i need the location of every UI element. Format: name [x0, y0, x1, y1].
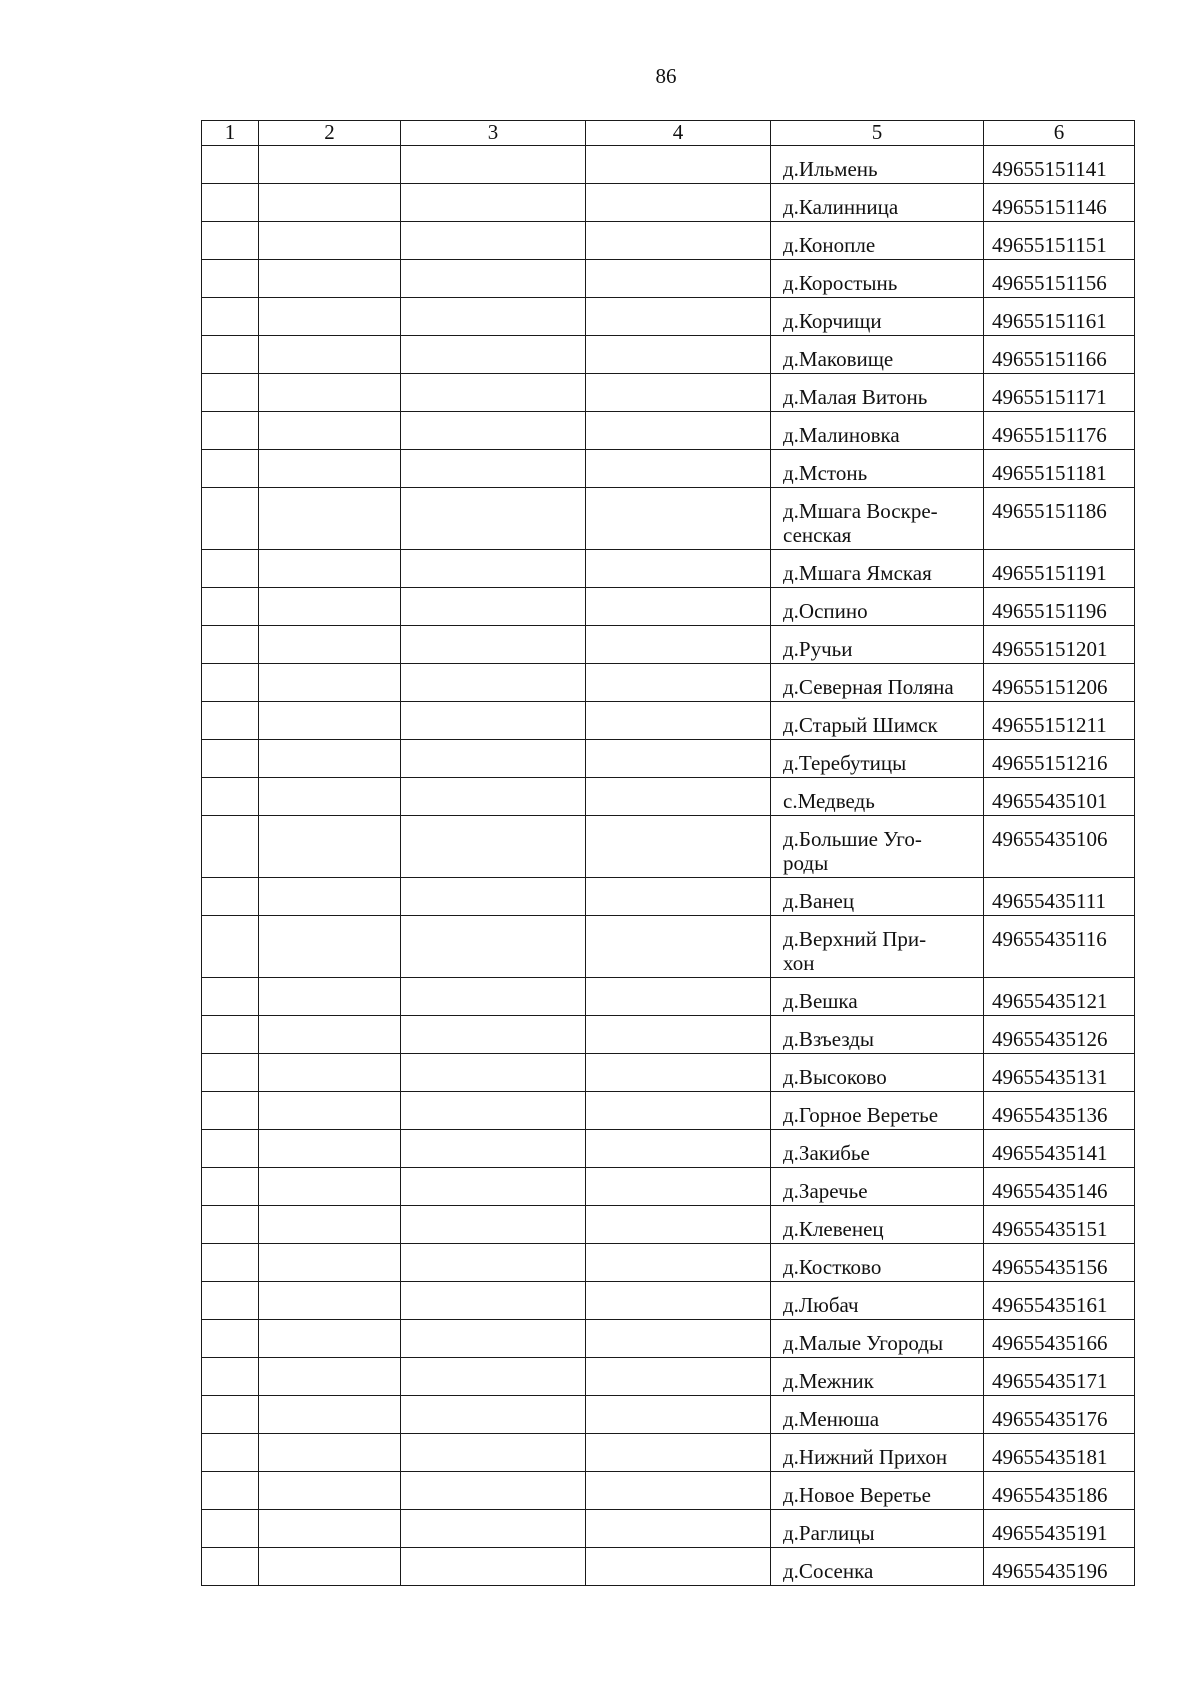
empty-cell	[202, 260, 259, 298]
empty-cell	[586, 702, 771, 740]
oktmo-code: 49655435186	[984, 1472, 1135, 1510]
empty-cell	[401, 1168, 586, 1206]
settlement-name: д.Малиновка	[771, 412, 984, 450]
header-row	[202, 121, 1135, 146]
empty-cell	[202, 1396, 259, 1434]
empty-cell	[202, 1320, 259, 1358]
empty-cell	[259, 740, 401, 778]
empty-cell	[586, 1206, 771, 1244]
oktmo-code: 49655435116	[984, 916, 1135, 978]
table-row	[202, 1244, 1135, 1282]
empty-cell	[401, 702, 586, 740]
settlement-name: д.Ванец	[771, 878, 984, 916]
oktmo-code: 49655151196	[984, 588, 1135, 626]
oktmo-code: 49655151171	[984, 374, 1135, 412]
table-row	[202, 740, 1135, 778]
settlement-name: д.Межник	[771, 1358, 984, 1396]
empty-cell	[259, 1548, 401, 1586]
empty-cell	[202, 626, 259, 664]
empty-cell	[401, 978, 586, 1016]
empty-cell	[401, 1396, 586, 1434]
empty-cell	[259, 1282, 401, 1320]
settlement-name: д.Вешка	[771, 978, 984, 1016]
table-row	[202, 1320, 1135, 1358]
oktmo-code: 49655435156	[984, 1244, 1135, 1282]
table-row	[202, 550, 1135, 588]
empty-cell	[401, 184, 586, 222]
table-row	[202, 146, 1135, 184]
empty-cell	[586, 1548, 771, 1586]
settlement-name: д.Оспино	[771, 588, 984, 626]
empty-cell	[259, 550, 401, 588]
oktmo-code: 49655151211	[984, 702, 1135, 740]
empty-cell	[586, 978, 771, 1016]
table-row	[202, 1130, 1135, 1168]
header-cell: 3	[401, 121, 586, 146]
empty-cell	[202, 778, 259, 816]
header-cell: 2	[259, 121, 401, 146]
oktmo-code: 49655435161	[984, 1282, 1135, 1320]
empty-cell	[202, 1434, 259, 1472]
empty-cell	[586, 1396, 771, 1434]
empty-cell	[259, 1016, 401, 1054]
empty-cell	[259, 1206, 401, 1244]
empty-cell	[259, 1130, 401, 1168]
empty-cell	[586, 1092, 771, 1130]
header-cell: 5	[771, 121, 984, 146]
empty-cell	[259, 1434, 401, 1472]
empty-cell	[586, 450, 771, 488]
oktmo-code: 49655151166	[984, 336, 1135, 374]
settlement-name: д.Мшага Ямская	[771, 550, 984, 588]
empty-cell	[586, 878, 771, 916]
empty-cell	[401, 1548, 586, 1586]
settlement-name: д.Сосенка	[771, 1548, 984, 1586]
oktmo-code: 49655151206	[984, 664, 1135, 702]
empty-cell	[586, 1130, 771, 1168]
header-cell: 6	[984, 121, 1135, 146]
oktmo-code: 49655151176	[984, 412, 1135, 450]
empty-cell	[202, 702, 259, 740]
empty-cell	[401, 336, 586, 374]
empty-cell	[202, 550, 259, 588]
empty-cell	[202, 878, 259, 916]
oktmo-code: 49655151141	[984, 146, 1135, 184]
empty-cell	[202, 664, 259, 702]
settlement-name: д.Северная Поляна	[771, 664, 984, 702]
settlement-name: д.Горное Веретье	[771, 1092, 984, 1130]
empty-cell	[401, 374, 586, 412]
table-row	[202, 184, 1135, 222]
empty-cell	[401, 740, 586, 778]
oktmo-code: 49655151186	[984, 488, 1135, 550]
settlement-name: с.Медведь	[771, 778, 984, 816]
table-row	[202, 260, 1135, 298]
oktmo-code: 49655151201	[984, 626, 1135, 664]
empty-cell	[586, 260, 771, 298]
empty-cell	[401, 1320, 586, 1358]
oktmo-code: 49655435166	[984, 1320, 1135, 1358]
table-row	[202, 778, 1135, 816]
empty-cell	[259, 1320, 401, 1358]
oktmo-code: 49655435141	[984, 1130, 1135, 1168]
settlement-name: д.Новое Веретье	[771, 1472, 984, 1510]
table-row	[202, 878, 1135, 916]
empty-cell	[401, 260, 586, 298]
empty-cell	[202, 978, 259, 1016]
empty-cell	[259, 878, 401, 916]
settlement-name: д.Корчищи	[771, 298, 984, 336]
settlement-name: д.Ручьи	[771, 626, 984, 664]
table-row	[202, 222, 1135, 260]
empty-cell	[401, 664, 586, 702]
empty-cell	[259, 1092, 401, 1130]
empty-cell	[401, 1054, 586, 1092]
oktmo-code: 49655435131	[984, 1054, 1135, 1092]
oktmo-code: 49655435196	[984, 1548, 1135, 1586]
empty-cell	[202, 1282, 259, 1320]
oktmo-code: 49655435106	[984, 816, 1135, 878]
oktmo-code: 49655435136	[984, 1092, 1135, 1130]
table-row	[202, 916, 1135, 978]
empty-cell	[586, 664, 771, 702]
settlement-name: д.Теребутицы	[771, 740, 984, 778]
settlement-name: д.Мстонь	[771, 450, 984, 488]
settlement-name: д.Взъезды	[771, 1016, 984, 1054]
table-row	[202, 412, 1135, 450]
oktmo-code: 49655151146	[984, 184, 1135, 222]
oktmo-code: 49655435111	[984, 878, 1135, 916]
empty-cell	[586, 588, 771, 626]
empty-cell	[586, 1434, 771, 1472]
empty-cell	[401, 1244, 586, 1282]
settlement-name: д.Конопле	[771, 222, 984, 260]
empty-cell	[401, 626, 586, 664]
empty-cell	[586, 740, 771, 778]
empty-cell	[586, 1358, 771, 1396]
table-row	[202, 1548, 1135, 1586]
oktmo-code: 49655435176	[984, 1396, 1135, 1434]
empty-cell	[202, 146, 259, 184]
settlement-name: д.Старый Шимск	[771, 702, 984, 740]
empty-cell	[401, 146, 586, 184]
empty-cell	[586, 816, 771, 878]
page-number: 86	[655, 64, 677, 88]
table-row	[202, 1434, 1135, 1472]
empty-cell	[259, 778, 401, 816]
table-row	[202, 978, 1135, 1016]
empty-cell	[401, 488, 586, 550]
empty-cell	[259, 184, 401, 222]
empty-cell	[259, 664, 401, 702]
settlements-table	[201, 120, 1135, 1586]
empty-cell	[202, 588, 259, 626]
empty-cell	[586, 488, 771, 550]
empty-cell	[202, 1092, 259, 1130]
table-row	[202, 488, 1135, 550]
oktmo-code: 49655151181	[984, 450, 1135, 488]
empty-cell	[586, 1320, 771, 1358]
empty-cell	[259, 1244, 401, 1282]
empty-cell	[259, 702, 401, 740]
table-row	[202, 588, 1135, 626]
table-row	[202, 816, 1135, 878]
empty-cell	[202, 374, 259, 412]
empty-cell	[401, 1472, 586, 1510]
empty-cell	[259, 1510, 401, 1548]
empty-cell	[586, 1016, 771, 1054]
table-body	[202, 146, 1135, 1586]
empty-cell	[401, 222, 586, 260]
empty-cell	[401, 1206, 586, 1244]
empty-cell	[586, 1054, 771, 1092]
empty-cell	[202, 1548, 259, 1586]
table-row	[202, 298, 1135, 336]
empty-cell	[586, 1510, 771, 1548]
settlement-name: д.Любач	[771, 1282, 984, 1320]
empty-cell	[586, 222, 771, 260]
table-row	[202, 1472, 1135, 1510]
table-row	[202, 374, 1135, 412]
settlement-name: д.Заречье	[771, 1168, 984, 1206]
table-row	[202, 450, 1135, 488]
empty-cell	[586, 1472, 771, 1510]
empty-cell	[401, 916, 586, 978]
empty-cell	[259, 298, 401, 336]
empty-cell	[202, 450, 259, 488]
oktmo-code: 49655435121	[984, 978, 1135, 1016]
empty-cell	[259, 1396, 401, 1434]
empty-cell	[401, 1092, 586, 1130]
empty-cell	[259, 336, 401, 374]
empty-cell	[202, 740, 259, 778]
settlement-name: д.Костково	[771, 1244, 984, 1282]
empty-cell	[401, 588, 586, 626]
empty-cell	[586, 184, 771, 222]
empty-cell	[401, 1016, 586, 1054]
empty-cell	[202, 1206, 259, 1244]
header-cell: 1	[202, 121, 259, 146]
empty-cell	[586, 374, 771, 412]
empty-cell	[586, 298, 771, 336]
oktmo-code: 49655435151	[984, 1206, 1135, 1244]
empty-cell	[259, 222, 401, 260]
empty-cell	[259, 1168, 401, 1206]
oktmo-code: 49655151156	[984, 260, 1135, 298]
empty-cell	[202, 1510, 259, 1548]
empty-cell	[202, 412, 259, 450]
settlement-name: д.Малые Угороды	[771, 1320, 984, 1358]
table-row	[202, 702, 1135, 740]
empty-cell	[202, 916, 259, 978]
empty-cell	[586, 146, 771, 184]
empty-cell	[259, 374, 401, 412]
oktmo-code: 49655435146	[984, 1168, 1135, 1206]
table-row	[202, 626, 1135, 664]
empty-cell	[401, 550, 586, 588]
empty-cell	[401, 778, 586, 816]
settlement-name: д.Верхний При- хон	[771, 916, 984, 978]
oktmo-code: 49655151161	[984, 298, 1135, 336]
empty-cell	[401, 1358, 586, 1396]
empty-cell	[586, 1282, 771, 1320]
empty-cell	[259, 626, 401, 664]
empty-cell	[259, 412, 401, 450]
empty-cell	[401, 1510, 586, 1548]
empty-cell	[259, 260, 401, 298]
empty-cell	[586, 916, 771, 978]
empty-cell	[202, 336, 259, 374]
empty-cell	[259, 450, 401, 488]
table-row	[202, 336, 1135, 374]
settlement-name: д.Клевенец	[771, 1206, 984, 1244]
empty-cell	[401, 1282, 586, 1320]
empty-cell	[401, 878, 586, 916]
empty-cell	[202, 816, 259, 878]
empty-cell	[202, 298, 259, 336]
empty-cell	[202, 222, 259, 260]
settlement-name: д.Высоково	[771, 1054, 984, 1092]
empty-cell	[401, 450, 586, 488]
oktmo-code: 49655435191	[984, 1510, 1135, 1548]
table-row	[202, 1092, 1135, 1130]
settlement-name: д.Коростынь	[771, 260, 984, 298]
oktmo-code: 49655151151	[984, 222, 1135, 260]
empty-cell	[401, 412, 586, 450]
oktmo-code: 49655435171	[984, 1358, 1135, 1396]
table-row	[202, 1282, 1135, 1320]
empty-cell	[259, 978, 401, 1016]
empty-cell	[401, 1130, 586, 1168]
table-row	[202, 1054, 1135, 1092]
empty-cell	[401, 1434, 586, 1472]
table-row	[202, 1510, 1135, 1548]
settlement-name: д.Мшага Воскре- сенская	[771, 488, 984, 550]
empty-cell	[259, 588, 401, 626]
oktmo-code: 49655435101	[984, 778, 1135, 816]
table-row	[202, 1206, 1135, 1244]
empty-cell	[202, 488, 259, 550]
oktmo-code: 49655151216	[984, 740, 1135, 778]
table-row	[202, 1168, 1135, 1206]
empty-cell	[202, 1016, 259, 1054]
settlement-name: д.Закибье	[771, 1130, 984, 1168]
empty-cell	[259, 1054, 401, 1092]
empty-cell	[586, 412, 771, 450]
empty-cell	[259, 816, 401, 878]
table-row	[202, 1358, 1135, 1396]
empty-cell	[259, 146, 401, 184]
empty-cell	[586, 1244, 771, 1282]
settlement-name: д.Большие Уго- роды	[771, 816, 984, 878]
oktmo-code: 49655151191	[984, 550, 1135, 588]
empty-cell	[401, 298, 586, 336]
empty-cell	[259, 1472, 401, 1510]
empty-cell	[202, 184, 259, 222]
table-row	[202, 664, 1135, 702]
empty-cell	[586, 778, 771, 816]
settlement-name: д.Раглицы	[771, 1510, 984, 1548]
empty-cell	[202, 1168, 259, 1206]
empty-cell	[586, 336, 771, 374]
empty-cell	[401, 816, 586, 878]
oktmo-code: 49655435181	[984, 1434, 1135, 1472]
settlement-name: д.Малая Витонь	[771, 374, 984, 412]
empty-cell	[202, 1472, 259, 1510]
settlement-name: д.Калинница	[771, 184, 984, 222]
empty-cell	[202, 1054, 259, 1092]
settlement-name: д.Ильмень	[771, 146, 984, 184]
settlement-name: д.Маковище	[771, 336, 984, 374]
empty-cell	[586, 626, 771, 664]
empty-cell	[586, 1168, 771, 1206]
empty-cell	[259, 488, 401, 550]
empty-cell	[259, 1358, 401, 1396]
empty-cell	[259, 916, 401, 978]
settlement-name: д.Менюша	[771, 1396, 984, 1434]
empty-cell	[202, 1244, 259, 1282]
header-cell: 4	[586, 121, 771, 146]
empty-cell	[202, 1358, 259, 1396]
table-row	[202, 1396, 1135, 1434]
settlement-name: д.Нижний Прихон	[771, 1434, 984, 1472]
empty-cell	[202, 1130, 259, 1168]
empty-cell	[586, 550, 771, 588]
table-row	[202, 1016, 1135, 1054]
oktmo-code: 49655435126	[984, 1016, 1135, 1054]
